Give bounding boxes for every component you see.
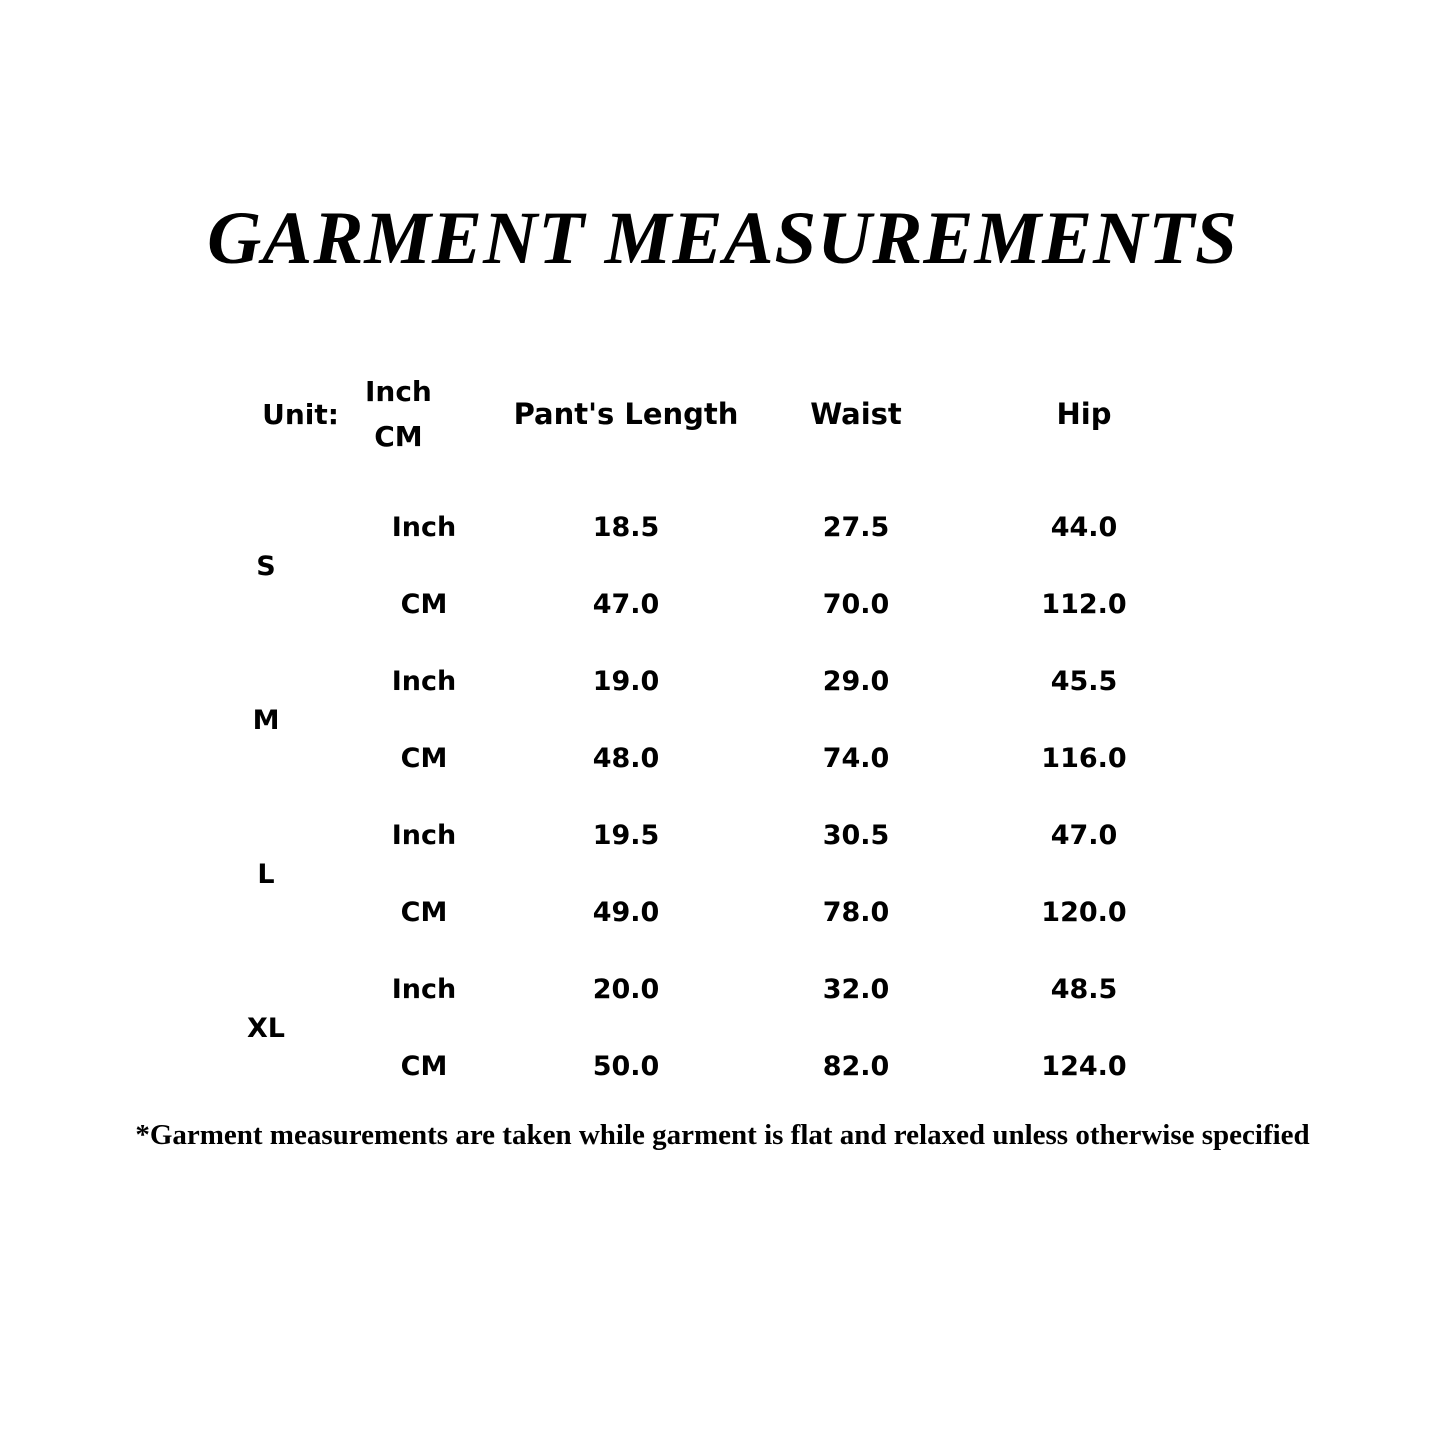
cell-pants-length: 48.0 bbox=[510, 720, 742, 797]
size-label-cell: M bbox=[194, 643, 338, 797]
row-unit-cell: CM bbox=[338, 1028, 510, 1105]
row-unit-cell: Inch bbox=[338, 643, 510, 720]
cell-pants-length: 19.0 bbox=[510, 643, 742, 720]
row-unit-cell: CM bbox=[338, 720, 510, 797]
cell-hip: 124.0 bbox=[970, 1028, 1198, 1105]
table-row bbox=[194, 489, 1198, 566]
table-header-row bbox=[194, 339, 1198, 489]
cell-hip: 120.0 bbox=[970, 874, 1198, 951]
header-unit-cell bbox=[194, 339, 510, 489]
cell-waist: 29.0 bbox=[742, 643, 970, 720]
cell-pants-length: 49.0 bbox=[510, 874, 742, 951]
cell-pants-length: 18.5 bbox=[510, 489, 742, 566]
cell-waist: 30.5 bbox=[742, 797, 970, 874]
cell-waist: 32.0 bbox=[742, 951, 970, 1028]
cell-pants-length: 19.5 bbox=[510, 797, 742, 874]
garment-measurements-table bbox=[193, 338, 1199, 1106]
table-row bbox=[194, 874, 1198, 951]
header-waist-label: Waist bbox=[810, 396, 902, 431]
cell-pants-length: 20.0 bbox=[510, 951, 742, 1028]
row-unit-cell: CM bbox=[338, 874, 510, 951]
unit-inch-label: Inch bbox=[355, 374, 442, 415]
page-title: GARMENT MEASUREMENTS bbox=[207, 197, 1238, 280]
header-pants-length bbox=[510, 339, 742, 489]
row-unit-cell: Inch bbox=[338, 951, 510, 1028]
cell-hip: 112.0 bbox=[970, 566, 1198, 643]
header-pants-length-label: Pant's Length bbox=[513, 396, 739, 431]
header-hip-label: Hip bbox=[1056, 396, 1112, 431]
cell-waist: 27.5 bbox=[742, 489, 970, 566]
table-row bbox=[194, 643, 1198, 720]
table-row bbox=[194, 797, 1198, 874]
unit-cm-label: CM bbox=[374, 420, 423, 453]
header-waist bbox=[742, 339, 970, 489]
cell-waist: 70.0 bbox=[742, 566, 970, 643]
cell-hip: 48.5 bbox=[970, 951, 1198, 1028]
cell-hip: 44.0 bbox=[970, 489, 1198, 566]
cell-waist: 74.0 bbox=[742, 720, 970, 797]
cell-hip: 47.0 bbox=[970, 797, 1198, 874]
row-unit-cell: CM bbox=[338, 566, 510, 643]
table-row bbox=[194, 1028, 1198, 1105]
footnote: *Garment measurements are taken while garment is flat and relaxed unless otherwise specified bbox=[135, 1119, 1310, 1151]
size-table-container bbox=[193, 338, 1197, 1106]
size-label-cell: L bbox=[194, 797, 338, 951]
row-unit-cell: Inch bbox=[338, 797, 510, 874]
size-label-cell: XL bbox=[194, 951, 338, 1105]
header-hip bbox=[970, 339, 1198, 489]
cell-waist: 82.0 bbox=[742, 1028, 970, 1105]
table-row bbox=[194, 951, 1198, 1028]
table-row bbox=[194, 720, 1198, 797]
cell-hip: 45.5 bbox=[970, 643, 1198, 720]
size-label-cell: S bbox=[194, 489, 338, 643]
cell-waist: 78.0 bbox=[742, 874, 970, 951]
cell-pants-length: 50.0 bbox=[510, 1028, 742, 1105]
cell-pants-length: 47.0 bbox=[510, 566, 742, 643]
table-row bbox=[194, 566, 1198, 643]
unit-label: Unit: bbox=[262, 397, 339, 431]
row-unit-cell: Inch bbox=[338, 489, 510, 566]
cell-hip: 116.0 bbox=[970, 720, 1198, 797]
